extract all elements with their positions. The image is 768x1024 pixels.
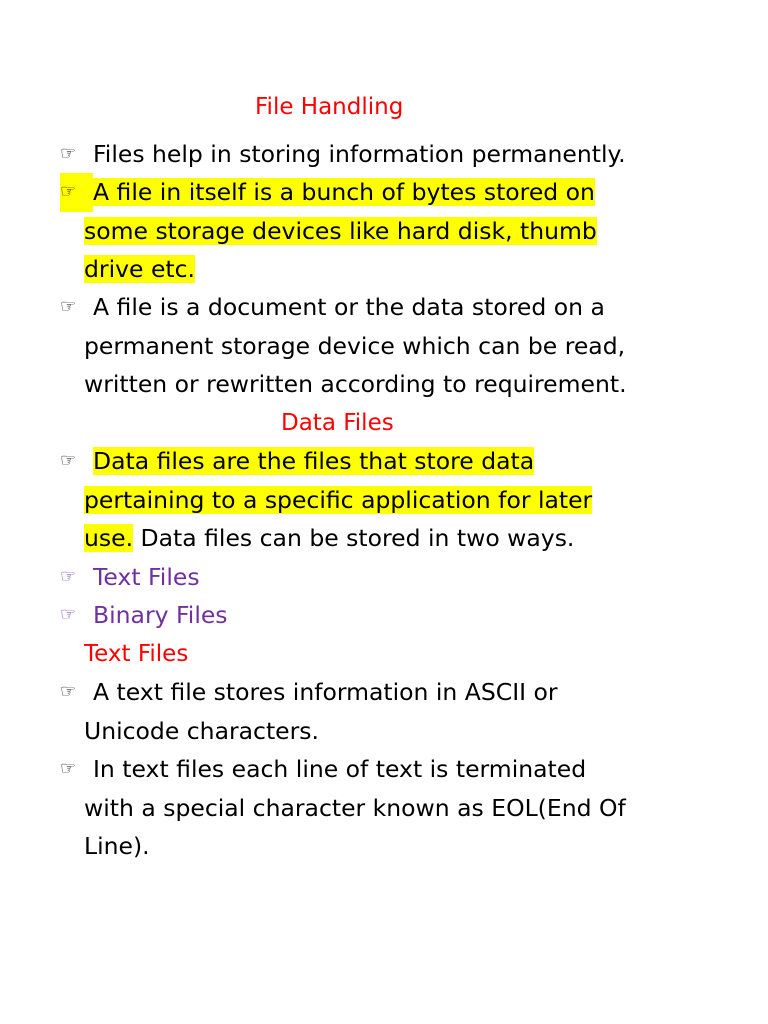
pointing-hand-icon: ☞ <box>60 566 77 587</box>
bullet-file-bytes <box>60 173 760 289</box>
bullet-file-document <box>60 288 760 404</box>
bullet-text-highlighted: pertaining to a specific application for later <box>84 485 593 514</box>
pointing-hand-icon: ☞ <box>60 681 77 702</box>
bullet-files-help <box>60 135 760 174</box>
bullet-text-highlighted: use. <box>84 524 134 552</box>
bullet-text: Unicode characters. <box>84 716 320 745</box>
bullet-text-file-ascii <box>60 673 760 750</box>
bullet-text: In text files each line of text is terminated <box>93 755 587 783</box>
bullet-data-files-definition <box>60 442 760 558</box>
bullet-text-files-item <box>60 558 760 597</box>
heading-data-files: Data Files <box>281 410 394 436</box>
list-item-binary-files: Binary Files <box>93 601 228 629</box>
pointing-hand-icon: ☞ <box>60 143 77 164</box>
bullet-text: Line). <box>84 832 150 860</box>
heading-file-handling: File Handling <box>255 94 404 120</box>
bullet-text-highlighted: Data files are the files that store data <box>93 447 535 475</box>
bullet-text-highlighted: some storage devices like hard disk, thumb <box>84 216 597 245</box>
pointing-hand-icon: ☞ <box>60 604 77 625</box>
pointing-hand-icon: ☞ <box>60 173 93 212</box>
bullet-text: written or rewritten according to requirement. <box>84 370 627 398</box>
pointing-hand-icon: ☞ <box>60 758 77 779</box>
bullet-text: A text file stores information in ASCII or <box>93 678 558 706</box>
bullet-text: A file is a document or the data stored on a <box>93 293 605 321</box>
pointing-hand-icon: ☞ <box>60 450 77 471</box>
bullet-binary-files-item <box>60 596 760 635</box>
bullet-text: with a special character known as EOL(End Of <box>84 793 626 822</box>
bullet-text: Data files can be stored in two ways. <box>133 524 575 552</box>
bullet-text: permanent storage device which can be read, <box>84 331 626 360</box>
bullet-eol <box>60 750 760 866</box>
heading-text-files: Text Files <box>84 641 189 667</box>
pointing-hand-icon: ☞ <box>60 296 77 317</box>
bullet-text-highlighted: drive etc. <box>84 255 196 283</box>
list-item-text-files: Text Files <box>93 563 200 591</box>
bullet-text: Files help in storing information permanently. <box>93 140 626 168</box>
bullet-text-highlighted: A file in itself is a bunch of bytes stored on <box>93 178 595 206</box>
